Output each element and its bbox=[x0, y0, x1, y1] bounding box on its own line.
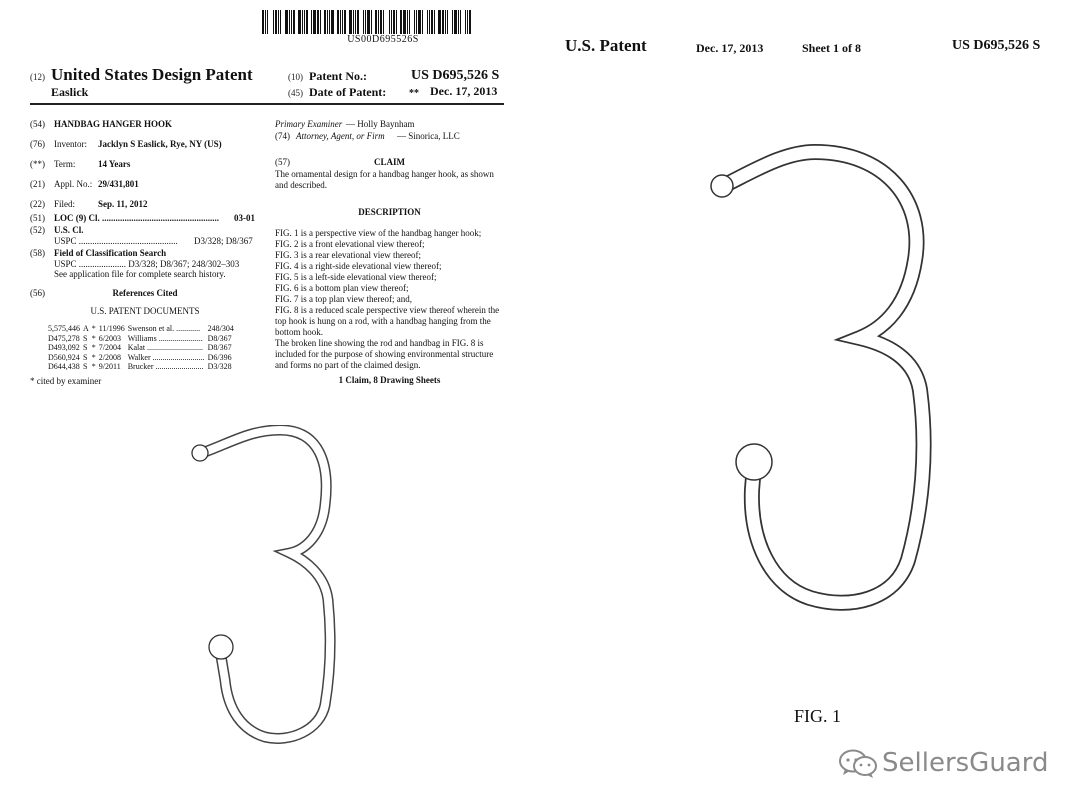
barcode-bar bbox=[396, 10, 397, 34]
reference-cell: D493,092 bbox=[48, 343, 80, 352]
barcode-bar bbox=[445, 10, 446, 34]
references-table bbox=[48, 324, 237, 372]
barcode-bar bbox=[409, 10, 410, 34]
biblio-row-uspc bbox=[30, 236, 270, 248]
barcode-bar bbox=[273, 10, 274, 34]
patent-number: US D695,526 S bbox=[411, 68, 500, 83]
filed-value: Sep. 11, 2012 bbox=[98, 199, 148, 209]
reference-cell: * bbox=[91, 343, 96, 352]
reference-cell: 2/2008 bbox=[98, 352, 122, 362]
claim-text: The ornamental design for a handbag hanger hook, as shown and described. bbox=[275, 169, 494, 190]
sheet-header-title: U.S. Patent bbox=[565, 36, 647, 55]
description-line: FIG. 1 is a perspective view of the handbag hanger hook; bbox=[275, 228, 482, 238]
barcode-number: US00D695526S bbox=[347, 34, 419, 45]
patent-title: HANDBAG HANGER HOOK bbox=[54, 119, 173, 129]
biblio-row-field-search bbox=[30, 248, 270, 259]
barcode-bar bbox=[418, 10, 421, 34]
reference-cell: D560,924 bbox=[48, 352, 80, 362]
barcode-bar bbox=[349, 10, 352, 34]
reference-cell: * bbox=[91, 362, 96, 371]
barcode-bar bbox=[416, 10, 417, 34]
barcode-bar bbox=[414, 10, 415, 34]
barcode-bar bbox=[306, 10, 308, 34]
description-line: top hook is hung on a rod, with a handbag hanging from the bbox=[275, 316, 491, 326]
reference-cell: D3/328 bbox=[207, 362, 232, 371]
uspc-value: D3/328; D8/367 bbox=[194, 236, 253, 246]
reference-cell: 11/1996 bbox=[98, 324, 125, 333]
barcode-bar bbox=[391, 10, 392, 34]
barcode-bar bbox=[393, 10, 395, 34]
hook-ball-top-fig1 bbox=[711, 175, 733, 197]
barcode-bar bbox=[293, 10, 295, 34]
uspc-label: USPC ............................................ bbox=[54, 236, 178, 246]
biblio-row-search-history bbox=[30, 269, 270, 281]
barcode-bar bbox=[357, 10, 359, 34]
header-rule bbox=[30, 103, 504, 105]
barcode-bar bbox=[429, 10, 430, 34]
biblio-row-appl-no bbox=[30, 179, 270, 199]
barcode-bar bbox=[337, 10, 339, 34]
reference-cell: D8/367 bbox=[207, 333, 232, 343]
reference-cell: Kalat ............................ bbox=[127, 343, 204, 352]
description-line: FIG. 4 is a right-side elevational view thereof; bbox=[275, 261, 442, 271]
barcode-bar bbox=[375, 10, 377, 34]
reference-cell: Swenson et al. ............ bbox=[127, 324, 201, 333]
hook-shape-small bbox=[202, 430, 330, 738]
attorney-label: Attorney, Agent, or Firm bbox=[296, 131, 385, 141]
reference-cell: 9/2011 bbox=[98, 362, 121, 371]
barcode-bar bbox=[344, 10, 346, 34]
reference-cell: D644,438 bbox=[48, 362, 80, 371]
barcode-bar bbox=[317, 10, 319, 34]
barcode-bar bbox=[302, 10, 303, 34]
barcode-bar bbox=[371, 10, 372, 34]
barcode-bar bbox=[378, 10, 379, 34]
barcode bbox=[262, 10, 504, 34]
biblio-code: (51) bbox=[30, 213, 45, 223]
barcode-bar bbox=[431, 10, 433, 34]
barcode-bar bbox=[400, 10, 402, 34]
barcode-bar bbox=[280, 10, 281, 34]
barcode-bar bbox=[383, 10, 384, 34]
barcode-bar bbox=[465, 10, 466, 34]
barcode-bar bbox=[265, 10, 266, 34]
code-45: (45) bbox=[288, 88, 303, 98]
patent-number-label: Patent No.: bbox=[309, 69, 367, 83]
barcode-bar bbox=[454, 10, 457, 34]
barcode-bar bbox=[289, 10, 290, 34]
cited-by-examiner-note: * cited by examiner bbox=[30, 376, 102, 386]
description-line: and forms no part of the claimed design. bbox=[275, 360, 421, 370]
barcode-bar bbox=[438, 10, 441, 34]
examiner-name: — Holly Baynham bbox=[346, 119, 415, 129]
barcode-bar bbox=[403, 10, 406, 34]
wechat-icon bbox=[838, 748, 878, 780]
code-74: (74) bbox=[275, 131, 290, 141]
reference-cell: S bbox=[83, 333, 88, 343]
biblio-row-inventor bbox=[30, 139, 270, 159]
barcode-bar bbox=[363, 10, 364, 34]
reference-cell: D475,278 bbox=[48, 333, 80, 343]
biblio-code: (21) bbox=[30, 179, 45, 189]
biblio-code: (54) bbox=[30, 119, 45, 129]
search-history-note: See application file for complete search history. bbox=[54, 269, 226, 279]
reference-cell: S bbox=[83, 352, 88, 362]
barcode-bar bbox=[311, 10, 312, 34]
description-line: included for the purpose of showing environmental structure bbox=[275, 349, 494, 359]
description-body bbox=[275, 228, 507, 371]
barcode-bar bbox=[422, 10, 423, 34]
reference-cell: D6/396 bbox=[207, 352, 232, 362]
figure-label: FIG. 1 bbox=[794, 706, 842, 726]
barcode-bar bbox=[298, 10, 301, 34]
description-line: FIG. 7 is a top plan view thereof; and, bbox=[275, 294, 412, 304]
description-line: FIG. 2 is a front elevational view thereof; bbox=[275, 239, 425, 249]
barcode-bar bbox=[427, 10, 428, 34]
barcode-bar bbox=[304, 10, 305, 34]
reference-cell: * bbox=[91, 333, 96, 343]
barcode-bar bbox=[458, 10, 459, 34]
barcode-bar bbox=[407, 10, 408, 34]
barcode-bar bbox=[353, 10, 354, 34]
barcode-bar bbox=[278, 10, 279, 34]
biblio-code: (**) bbox=[30, 159, 45, 169]
biblio-code: (76) bbox=[30, 139, 45, 149]
inventor-value: Jacklyn S Easlick, Rye, NY (US) bbox=[98, 139, 222, 149]
barcode-bar bbox=[313, 10, 316, 34]
reference-cell: S bbox=[83, 362, 88, 371]
date-of-patent-label: Date of Patent: bbox=[309, 85, 387, 99]
hook-drawing-small bbox=[180, 425, 360, 755]
biblio-label: Term: bbox=[54, 159, 76, 169]
barcode-bar bbox=[267, 10, 268, 34]
barcode-bar bbox=[275, 10, 277, 34]
barcode-bar bbox=[285, 10, 288, 34]
barcode-bar bbox=[452, 10, 453, 34]
barcode-bar bbox=[327, 10, 328, 34]
barcode-bar bbox=[324, 10, 326, 34]
reference-cell: 5,575,446 bbox=[48, 324, 80, 333]
refs-code: (56) bbox=[30, 288, 45, 298]
description-line: The broken line showing the rod and handbag in FIG. 8 is bbox=[275, 338, 484, 348]
barcode-bar bbox=[460, 10, 461, 34]
barcode-bar bbox=[355, 10, 356, 34]
barcode-bar bbox=[342, 10, 343, 34]
description-title: DESCRIPTION bbox=[358, 207, 421, 217]
hook-ball-bottom-fig1 bbox=[736, 444, 772, 480]
barcode-bar bbox=[262, 10, 264, 34]
reference-cell: A bbox=[83, 324, 89, 333]
reference-cell: D8/367 bbox=[207, 343, 232, 352]
reference-cell: 7/2004 bbox=[98, 343, 122, 352]
reference-row bbox=[48, 343, 237, 353]
barcode-bar bbox=[389, 10, 390, 34]
document-type-title: United States Design Patent bbox=[51, 65, 253, 84]
barcode-bar bbox=[331, 10, 334, 34]
description-line: bottom hook. bbox=[275, 327, 324, 337]
reference-cell: * bbox=[91, 324, 96, 333]
reference-cell: Brucker ........................ bbox=[127, 362, 204, 371]
examiner-label: Primary Examiner bbox=[275, 119, 343, 129]
reference-cell: Williams ...................... bbox=[127, 333, 203, 343]
barcode-bar bbox=[380, 10, 382, 34]
biblio-row-loc bbox=[30, 213, 270, 225]
loc-value: 03-01 bbox=[234, 213, 255, 223]
reference-row bbox=[48, 362, 237, 372]
reference-cell: Walker .......................... bbox=[127, 352, 205, 362]
biblio-row-title bbox=[30, 119, 270, 139]
description-line: FIG. 6 is a bottom plan view thereof; bbox=[275, 283, 409, 293]
biblio-label: Inventor: bbox=[54, 139, 87, 149]
term-value: 14 Years bbox=[98, 159, 131, 169]
barcode-bar bbox=[291, 10, 292, 34]
reference-row bbox=[48, 324, 237, 334]
reference-cell: 6/2003 bbox=[98, 333, 122, 343]
field-search-label: Field of Classification Search bbox=[54, 248, 167, 258]
hook-shape-fig1 bbox=[725, 152, 924, 603]
search-uspc-text: USPC ..................... D3/328; D8/367; 248/302–303 bbox=[54, 259, 240, 269]
biblio-row-search-uspc bbox=[30, 259, 270, 269]
sheet-header-sheet: Sheet 1 of 8 bbox=[802, 41, 861, 55]
barcode-bar bbox=[365, 10, 366, 34]
claims-summary: 1 Claim, 8 Drawing Sheets bbox=[338, 375, 441, 385]
barcode-bar bbox=[442, 10, 444, 34]
barcode-bar bbox=[447, 10, 448, 34]
claim-title: CLAIM bbox=[374, 157, 405, 167]
biblio-label: Appl. No.: bbox=[54, 179, 93, 189]
barcode-bar bbox=[329, 10, 330, 34]
reference-cell: * bbox=[91, 352, 96, 362]
hook-ball-top-small bbox=[192, 445, 208, 461]
sheet-header-number: US D695,526 S bbox=[952, 38, 1041, 53]
loc-label: LOC (9) Cl. .................................................... bbox=[54, 213, 219, 223]
appl-no-value: 29/431,801 bbox=[98, 179, 139, 189]
reference-cell: 248/304 bbox=[207, 324, 234, 333]
us-cl-label: U.S. Cl. bbox=[54, 225, 84, 235]
date-marker: ** bbox=[409, 88, 419, 99]
refs-title: References Cited bbox=[112, 288, 178, 298]
sheet-header-date: Dec. 17, 2013 bbox=[696, 41, 764, 55]
barcode-bar bbox=[434, 10, 435, 34]
biblio-code: (52) bbox=[30, 225, 45, 235]
watermark-text: SellersGuard bbox=[882, 748, 1049, 778]
barcode-bar bbox=[367, 10, 370, 34]
code-12: (12) bbox=[30, 72, 45, 82]
refs-subtitle: U.S. PATENT DOCUMENTS bbox=[90, 306, 200, 316]
code-57: (57) bbox=[275, 157, 290, 167]
code-10: (10) bbox=[288, 72, 303, 82]
date-of-patent: Dec. 17, 2013 bbox=[430, 84, 498, 98]
biblio-row-filed bbox=[30, 199, 270, 213]
hook-drawing-fig1 bbox=[700, 140, 940, 620]
biblio-row-term bbox=[30, 159, 270, 179]
biblio-row-us-cl bbox=[30, 225, 270, 236]
description-line: FIG. 3 is a rear elevational view thereof; bbox=[275, 250, 421, 260]
barcode-bar bbox=[469, 10, 471, 34]
barcode-bar bbox=[467, 10, 468, 34]
barcode-bar bbox=[320, 10, 321, 34]
bibliographic-data bbox=[30, 119, 270, 281]
reference-row bbox=[48, 353, 237, 363]
biblio-code: (22) bbox=[30, 199, 45, 209]
reference-cell: S bbox=[83, 343, 88, 352]
attorney-name: — Sinorica, LLC bbox=[397, 131, 460, 141]
hook-ball-bottom-small bbox=[209, 635, 233, 659]
description-line: FIG. 8 is a reduced scale perspective view thereof wherein the bbox=[275, 305, 500, 315]
description-line: FIG. 5 is a left-side elevational view thereof; bbox=[275, 272, 437, 282]
biblio-label: Filed: bbox=[54, 199, 76, 209]
biblio-code: (58) bbox=[30, 248, 45, 258]
barcode-bar bbox=[340, 10, 341, 34]
reference-row bbox=[48, 334, 237, 344]
inventor-surname: Easlick bbox=[51, 85, 89, 99]
